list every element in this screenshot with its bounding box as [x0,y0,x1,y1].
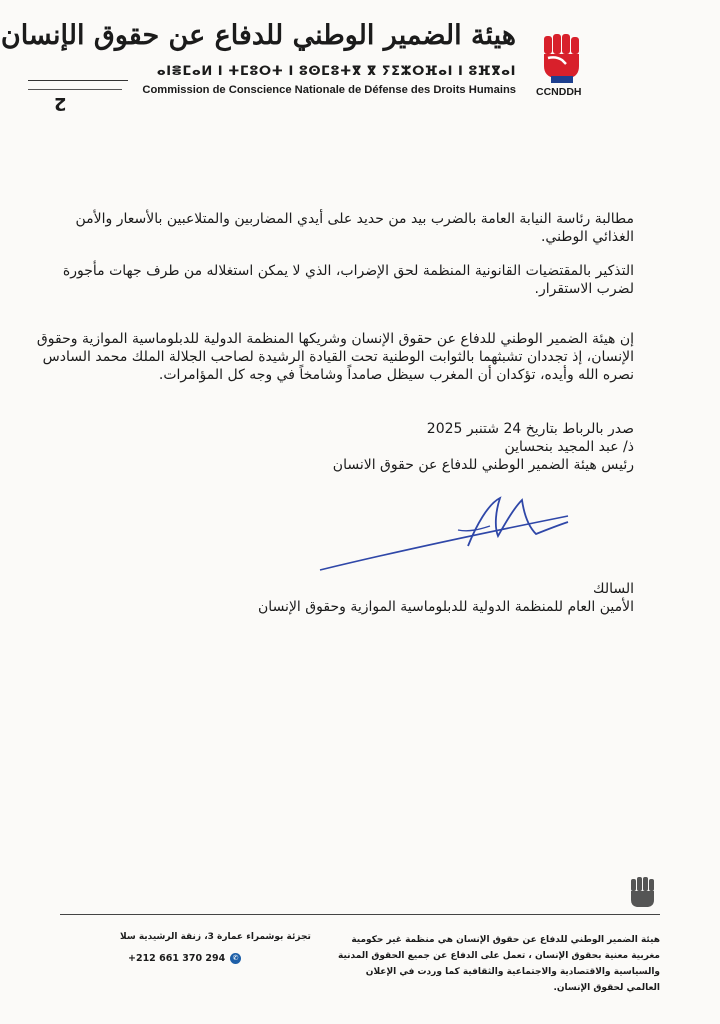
header-rule-secondary [28,89,122,90]
issue-place-date: صدر بالرباط بتاريخ 24 شتنبر 2025 [426,421,634,437]
closing-name: السالك [593,581,634,597]
paragraph-strike-right: التذكير بالمقتضيات القانونية المنظمة لحق الإضراب، الذي لا يمكن استغلاله من طرف جهات مأجورة لضرب الاستقرار. [62,263,634,297]
paragraph-price-speculation: مطالبة رئاسة النيابة العامة بالضرب بيد من حديد على أيدي المضاربين والمتلاعبين بالأسعار والأمن الغذائي الوطني. [75,211,634,245]
footer-rule [60,914,660,915]
signer-title: رئيس هيئة الضمير الوطني للدفاع عن حقوق الانسان [332,457,634,473]
raised-fist-logo-icon [538,32,586,84]
brand-acronym: CCNDDH [536,86,582,98]
signature-block [34,420,634,474]
paragraph-national-constants: إن هيئة الضمير الوطني للدفاع عن حقوق الإنسان وشريكها المنظمة الدولية للدبلوماسية الموازية وحقوق الإنسان، إذ تجددان تشبثهما بالثوابت الوطنية تحت القيادة الرشيدة لصاحب الجلالة الملك محمد السادس نصره الله وأيده، تؤكدان أن المغرب سيظل صامداً وشامخاً في وجه كل المؤامرات. [36,331,634,383]
page-number: 2 [54,93,67,114]
header-rule [28,80,128,81]
closing-block [34,580,634,616]
phone-icon: ✆ [230,953,241,964]
footer-description: هيئة الضمير الوطني للدفاع عن حقوق الإنسان هي منظمة غير حكومية مغربية معنية بحقوق الإنسان ، تعمل على الدفاع عن جميع الحقوق المدنية والسياسية والاقتصادية والاجتماعية والثقافية كما وردت في الإعلان العالمي لحقوق الإنسان. [338,935,660,993]
phone-number: +212 661 370 294 [128,953,226,964]
closing-title: الأمين العام للمنظمة الدولية للدبلوماسية الموازية وحقوق الإنسان [258,599,634,615]
org-name-arabic: هيئة الضمير الوطني للدفاع عن حقوق الإنسان [0,20,516,51]
handwritten-signature [318,486,578,576]
org-name-tifinagh: ⴰⵏⴻⵎⴰⵍ ⵏ ⵜⵎⵓⵔⵜ ⵏ ⵓⵙⵎⵓⵜⴳ ⴳ ⵢⵉⵣⵔⴼⴰⵏ ⵏ ⵓⴼⴳⴰⵏ [156,64,516,79]
footer-address: تجزئة بوشمراء عمارة 3، زنقة الرشيدية سلا [120,932,311,942]
fist-footer-icon [628,876,658,910]
org-name-french: Commission de Conscience Nationale de Défense des Droits Humains [142,84,516,96]
signer-name: ذ/ عبد المجيد بنحساين [504,439,634,455]
footer-phone [128,953,241,964]
